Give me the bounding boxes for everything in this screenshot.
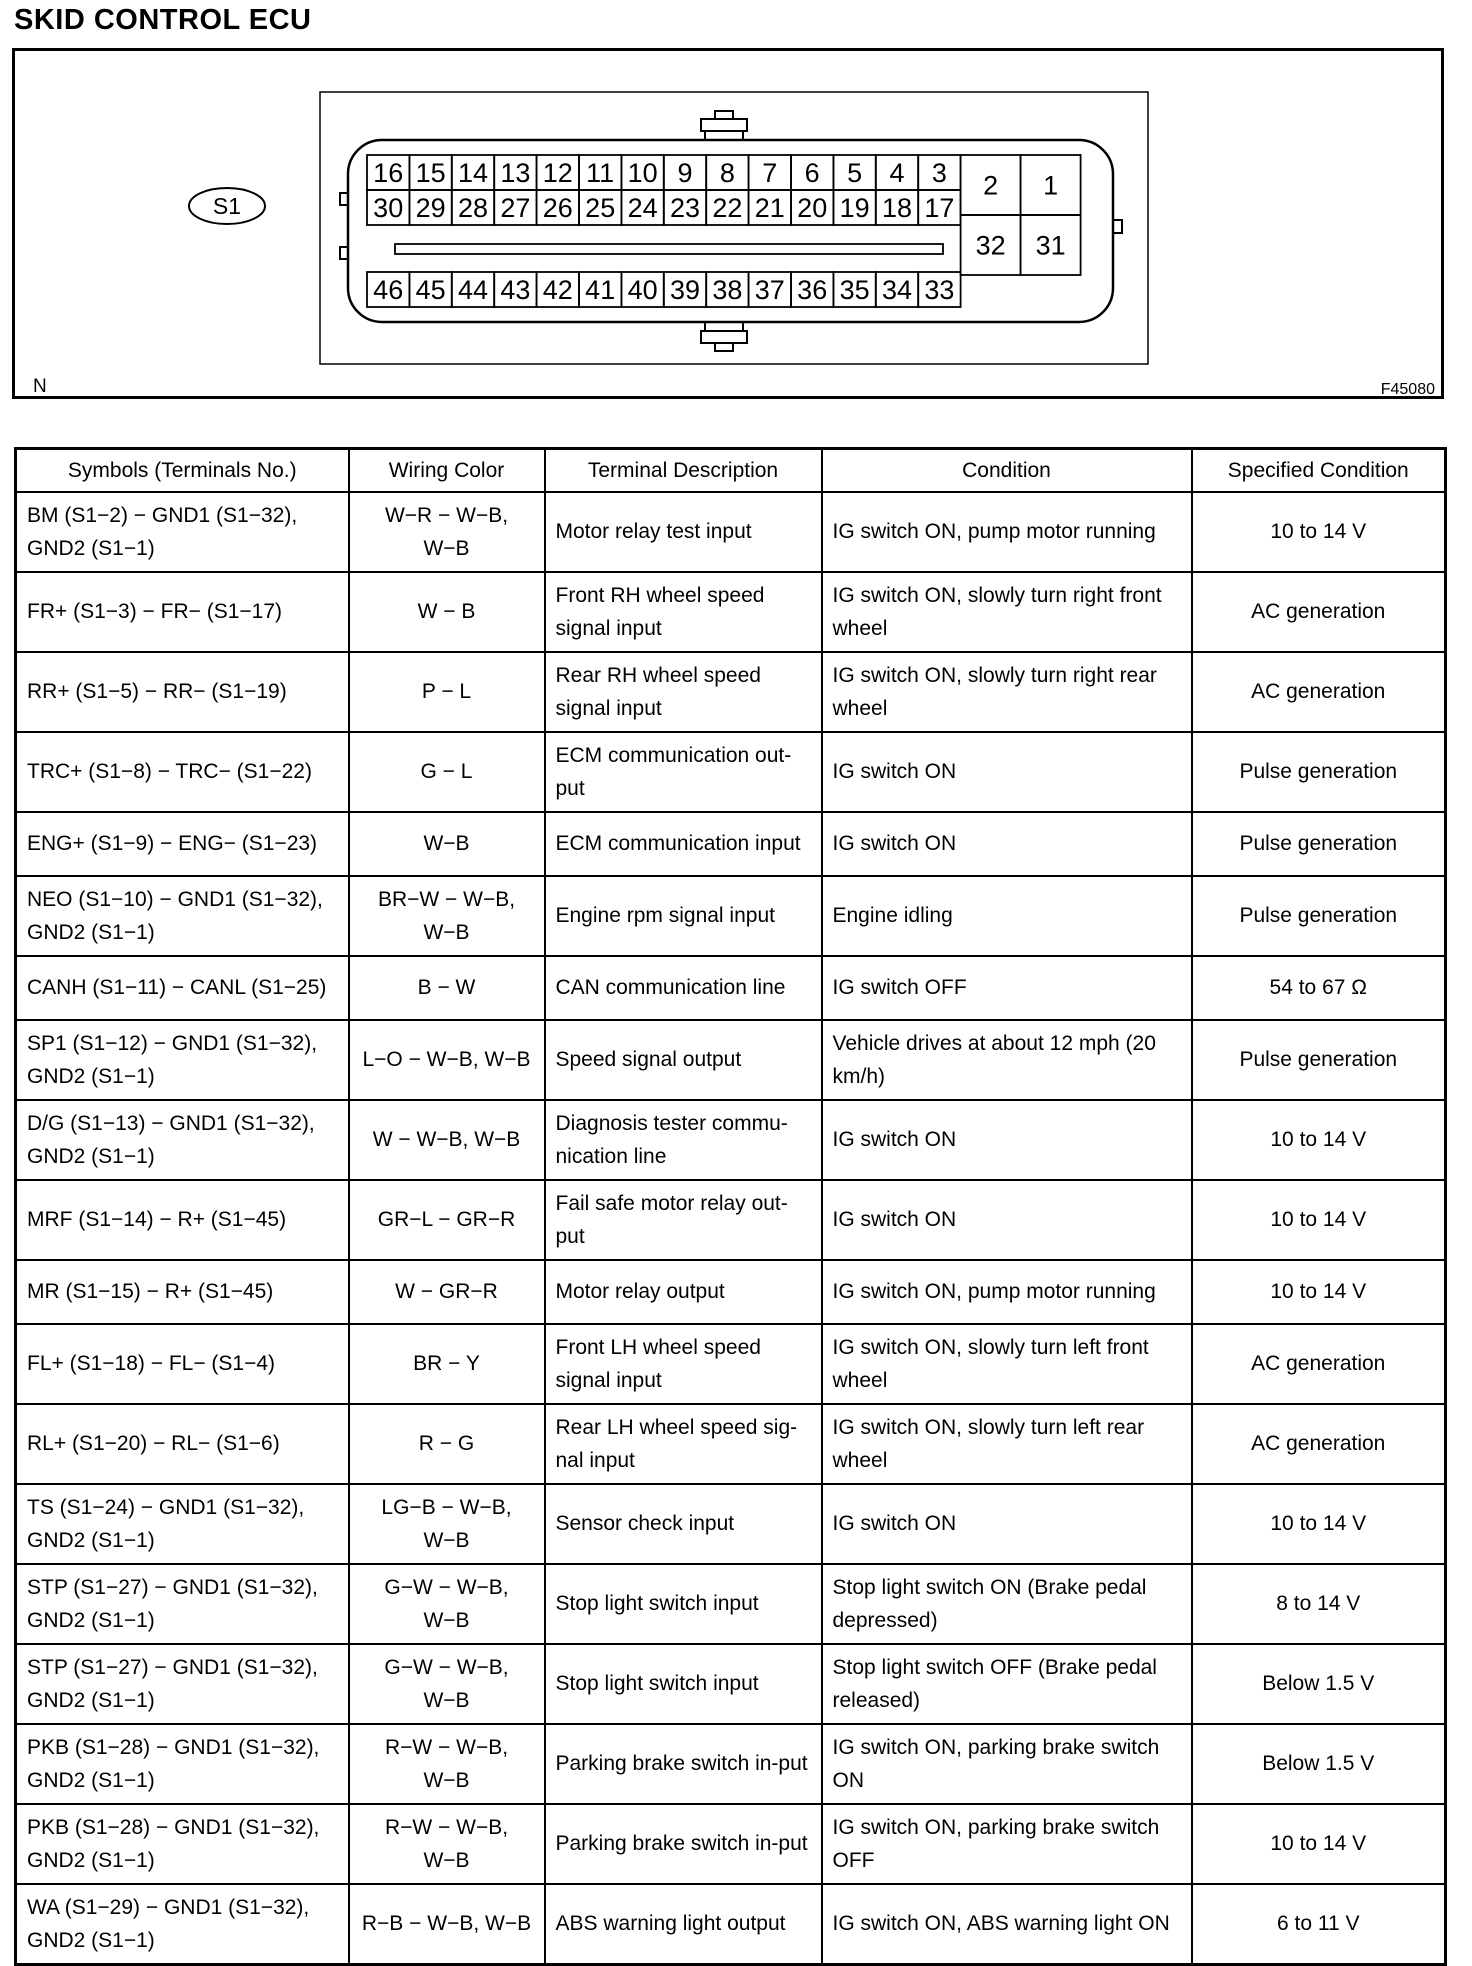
pin-number: 11 xyxy=(586,158,615,189)
cell-specified-condition: 10 to 14 V xyxy=(1192,1484,1446,1564)
pin-number: 14 xyxy=(457,158,489,189)
cell-symbols: PKB (S1−28) − GND1 (S1−32), GND2 (S1−1) xyxy=(16,1724,349,1804)
table-row xyxy=(16,1100,1446,1180)
cell-condition: IG switch ON, pump motor running xyxy=(822,492,1192,572)
pin-number: 35 xyxy=(839,275,870,306)
pin-number: 22 xyxy=(712,193,743,224)
cell-specified-condition: AC generation xyxy=(1192,1404,1446,1484)
pin-number: 37 xyxy=(754,275,785,306)
cell-wiring-color: LG−B − W−B, W−B xyxy=(349,1484,545,1564)
top-latch xyxy=(701,111,747,140)
pin-number: 30 xyxy=(373,193,404,224)
pin-number: 1 xyxy=(1043,170,1059,201)
pin-number: 23 xyxy=(669,193,701,224)
right-nub xyxy=(1113,220,1122,233)
cell-wiring-color: R−W − W−B, W−B xyxy=(349,1804,545,1884)
cell-specified-condition: 6 to 11 V xyxy=(1192,1884,1446,1965)
cell-symbols: FR+ (S1−3) − FR− (S1−17) xyxy=(16,572,349,652)
table-row xyxy=(16,1644,1446,1724)
pin-number: 17 xyxy=(924,193,955,224)
pin-number: 21 xyxy=(754,193,785,224)
header-terminal-description: Terminal Description xyxy=(545,449,822,492)
table-row xyxy=(16,652,1446,732)
cell-symbols: WA (S1−29) − GND1 (S1−32), GND2 (S1−1) xyxy=(16,1884,349,1965)
cell-specified-condition: Pulse generation xyxy=(1192,876,1446,956)
table-row xyxy=(16,732,1446,812)
cell-wiring-color: G − L xyxy=(349,732,545,812)
pin-number: 28 xyxy=(457,193,489,224)
cell-terminal-description: Rear LH wheel speed sig-nal input xyxy=(545,1404,822,1484)
cell-wiring-color: BR − Y xyxy=(349,1324,545,1404)
pin-number: 25 xyxy=(585,193,616,224)
frame-code-left: N xyxy=(33,376,47,397)
pin-number: 9 xyxy=(677,158,693,189)
table-row xyxy=(16,1484,1446,1564)
table-row xyxy=(16,492,1446,572)
cell-specified-condition: 10 to 14 V xyxy=(1192,492,1446,572)
cell-symbols: D/G (S1−13) − GND1 (S1−32), GND2 (S1−1) xyxy=(16,1100,349,1180)
pin-number: 31 xyxy=(1035,230,1066,261)
cell-symbols: STP (S1−27) − GND1 (S1−32), GND2 (S1−1) xyxy=(16,1564,349,1644)
cell-terminal-description: Diagnosis tester commu-nication line xyxy=(545,1100,822,1180)
cell-condition: IG switch ON, ABS warning light ON xyxy=(822,1884,1192,1965)
cell-wiring-color: W − B xyxy=(349,572,545,652)
cell-specified-condition: 54 to 67 Ω xyxy=(1192,956,1446,1020)
figure-code: F45080 xyxy=(1380,381,1435,398)
pin-number: 24 xyxy=(627,193,658,224)
cell-symbols: ENG+ (S1−9) − ENG− (S1−23) xyxy=(16,812,349,876)
table-row xyxy=(16,876,1446,956)
cell-condition: Stop light switch ON (Brake pedal depressed) xyxy=(822,1564,1192,1644)
cell-terminal-description: Parking brake switch in-put xyxy=(545,1804,822,1884)
cell-wiring-color: W−R − W−B, W−B xyxy=(349,492,545,572)
cell-terminal-description: Speed signal output xyxy=(545,1020,822,1100)
pin-number: 44 xyxy=(457,275,489,306)
cell-specified-condition: Pulse generation xyxy=(1192,732,1446,812)
cell-condition: IG switch ON xyxy=(822,1484,1192,1564)
cell-symbols: FL+ (S1−18) − FL− (S1−4) xyxy=(16,1324,349,1404)
cell-wiring-color: R−W − W−B, W−B xyxy=(349,1724,545,1804)
table-row xyxy=(16,812,1446,876)
cell-symbols: NEO (S1−10) − GND1 (S1−32), GND2 (S1−1) xyxy=(16,876,349,956)
pin-number: 36 xyxy=(797,275,828,306)
cell-wiring-color: W−B xyxy=(349,812,545,876)
cell-terminal-description: Stop light switch input xyxy=(545,1564,822,1644)
connector-drawing xyxy=(15,51,1447,402)
table-row xyxy=(16,1404,1446,1484)
pin-number: 16 xyxy=(373,158,404,189)
cell-symbols: PKB (S1−28) − GND1 (S1−32), GND2 (S1−1) xyxy=(16,1804,349,1884)
cell-terminal-description: CAN communication line xyxy=(545,956,822,1020)
cell-condition: IG switch ON, slowly turn left rear wheel xyxy=(822,1404,1192,1484)
cell-specified-condition: AC generation xyxy=(1192,572,1446,652)
cell-terminal-description: Rear RH wheel speed signal input xyxy=(545,652,822,732)
cell-wiring-color: R − G xyxy=(349,1404,545,1484)
cell-symbols: RR+ (S1−5) − RR− (S1−19) xyxy=(16,652,349,732)
pin-number: 12 xyxy=(542,158,573,189)
table-row xyxy=(16,956,1446,1020)
cell-condition: IG switch ON xyxy=(822,812,1192,876)
cell-wiring-color: L−O − W−B, W−B xyxy=(349,1020,545,1100)
cell-terminal-description: Front LH wheel speed signal input xyxy=(545,1324,822,1404)
pin-number: 4 xyxy=(889,158,905,189)
cell-specified-condition: AC generation xyxy=(1192,652,1446,732)
table-row xyxy=(16,1260,1446,1324)
pin-number: 13 xyxy=(500,158,531,189)
cell-wiring-color: R−B − W−B, W−B xyxy=(349,1884,545,1965)
pin-number: 5 xyxy=(847,158,863,189)
header-specified-condition: Specified Condition xyxy=(1192,449,1446,492)
pin-number: 10 xyxy=(627,158,658,189)
cell-condition: IG switch ON, parking brake switch ON xyxy=(822,1724,1192,1804)
pin-number: 42 xyxy=(542,275,573,306)
cell-symbols: MRF (S1−14) − R+ (S1−45) xyxy=(16,1180,349,1260)
cell-wiring-color: W − W−B, W−B xyxy=(349,1100,545,1180)
cell-specified-condition: Below 1.5 V xyxy=(1192,1644,1446,1724)
cell-wiring-color: GR−L − GR−R xyxy=(349,1180,545,1260)
cell-specified-condition: 10 to 14 V xyxy=(1192,1260,1446,1324)
pin-number: 33 xyxy=(924,275,955,306)
cell-terminal-description: Engine rpm signal input xyxy=(545,876,822,956)
connector-diagram xyxy=(12,48,1444,399)
cell-symbols: BM (S1−2) − GND1 (S1−32), GND2 (S1−1) xyxy=(16,492,349,572)
cell-specified-condition: AC generation xyxy=(1192,1324,1446,1404)
pin-number: 40 xyxy=(627,275,658,306)
cell-terminal-description: Front RH wheel speed signal input xyxy=(545,572,822,652)
cell-symbols: RL+ (S1−20) − RL− (S1−6) xyxy=(16,1404,349,1484)
cell-symbols: MR (S1−15) − R+ (S1−45) xyxy=(16,1260,349,1324)
cell-terminal-description: ABS warning light output xyxy=(545,1884,822,1965)
table-row xyxy=(16,1564,1446,1644)
cell-condition: Stop light switch OFF (Brake pedal released) xyxy=(822,1644,1192,1724)
cell-symbols: SP1 (S1−12) − GND1 (S1−32), GND2 (S1−1) xyxy=(16,1020,349,1100)
pin-number: 2 xyxy=(983,170,999,201)
cell-condition: IG switch OFF xyxy=(822,956,1192,1020)
cell-condition: IG switch ON xyxy=(822,1180,1192,1260)
cell-specified-condition: Pulse generation xyxy=(1192,1020,1446,1100)
cell-condition: Vehicle drives at about 12 mph (20 km/h) xyxy=(822,1020,1192,1100)
pin-number: 7 xyxy=(762,158,778,189)
pin-number: 27 xyxy=(500,193,531,224)
bottom-latch xyxy=(701,322,747,351)
pin-number: 39 xyxy=(669,275,701,306)
table-row xyxy=(16,1804,1446,1884)
table-row xyxy=(16,1324,1446,1404)
cell-terminal-description: ECM communication input xyxy=(545,812,822,876)
cell-specified-condition: 10 to 14 V xyxy=(1192,1180,1446,1260)
cell-condition: IG switch ON xyxy=(822,1100,1192,1180)
pin-number: 6 xyxy=(804,158,820,189)
header-symbols: Symbols (Terminals No.) xyxy=(16,449,349,492)
cell-symbols: CANH (S1−11) − CANL (S1−25) xyxy=(16,956,349,1020)
cell-wiring-color: P − L xyxy=(349,652,545,732)
cell-specified-condition: 10 to 14 V xyxy=(1192,1100,1446,1180)
table-row xyxy=(16,1884,1446,1965)
cell-symbols: STP (S1−27) − GND1 (S1−32), GND2 (S1−1) xyxy=(16,1644,349,1724)
cell-terminal-description: Motor relay test input xyxy=(545,492,822,572)
cell-specified-condition: 10 to 14 V xyxy=(1192,1804,1446,1884)
cell-wiring-color: G−W − W−B, W−B xyxy=(349,1564,545,1644)
table-row xyxy=(16,1180,1446,1260)
cell-terminal-description: Sensor check input xyxy=(545,1484,822,1564)
pin-number: 18 xyxy=(881,193,913,224)
cell-terminal-description: Parking brake switch in-put xyxy=(545,1724,822,1804)
cell-condition: IG switch ON, pump motor running xyxy=(822,1260,1192,1324)
terminal-spec-table xyxy=(14,447,1447,1966)
cell-condition: IG switch ON, parking brake switch OFF xyxy=(822,1804,1192,1884)
cell-condition: IG switch ON, slowly turn left front wheel xyxy=(822,1324,1192,1404)
pin-number: 26 xyxy=(542,193,573,224)
pin-number: 43 xyxy=(500,275,531,306)
connector-label: S1 xyxy=(212,193,242,219)
separator-bar xyxy=(395,244,943,254)
table-row xyxy=(16,1724,1446,1804)
pin-number: 34 xyxy=(881,275,913,306)
cell-wiring-color: W − GR−R xyxy=(349,1260,545,1324)
pin-number: 19 xyxy=(839,193,870,224)
pin-number: 45 xyxy=(415,275,446,306)
header-wiring-color: Wiring Color xyxy=(349,449,545,492)
cell-symbols: TRC+ (S1−8) − TRC− (S1−22) xyxy=(16,732,349,812)
pin-grid xyxy=(367,155,1081,307)
cell-specified-condition: Below 1.5 V xyxy=(1192,1724,1446,1804)
table-row xyxy=(16,572,1446,652)
pin-number: 3 xyxy=(931,158,947,189)
cell-specified-condition: 8 to 14 V xyxy=(1192,1564,1446,1644)
table-row xyxy=(16,1020,1446,1100)
cell-specified-condition: Pulse generation xyxy=(1192,812,1446,876)
pin-number: 20 xyxy=(797,193,828,224)
cell-condition: Engine idling xyxy=(822,876,1192,956)
pin-number: 41 xyxy=(585,275,616,306)
header-condition: Condition xyxy=(822,449,1192,492)
cell-terminal-description: ECM communication out-put xyxy=(545,732,822,812)
pin-number: 8 xyxy=(719,158,735,189)
table-header-row xyxy=(16,449,1446,492)
cell-symbols: TS (S1−24) − GND1 (S1−32), GND2 (S1−1) xyxy=(16,1484,349,1564)
cell-wiring-color: B − W xyxy=(349,956,545,1020)
pin-number: 32 xyxy=(975,230,1006,261)
cell-condition: IG switch ON, slowly turn right rear wheel xyxy=(822,652,1192,732)
pin-number: 46 xyxy=(373,275,404,306)
pin-number: 29 xyxy=(415,193,446,224)
pin-number: 38 xyxy=(712,275,743,306)
cell-wiring-color: BR−W − W−B, W−B xyxy=(349,876,545,956)
page-title: SKID CONTROL ECU xyxy=(14,4,312,36)
cell-condition: IG switch ON xyxy=(822,732,1192,812)
cell-terminal-description: Fail safe motor relay out-put xyxy=(545,1180,822,1260)
cell-terminal-description: Stop light switch input xyxy=(545,1644,822,1724)
cell-terminal-description: Motor relay output xyxy=(545,1260,822,1324)
pin-number: 15 xyxy=(415,158,446,189)
cell-condition: IG switch ON, slowly turn right front wheel xyxy=(822,572,1192,652)
cell-wiring-color: G−W − W−B, W−B xyxy=(349,1644,545,1724)
